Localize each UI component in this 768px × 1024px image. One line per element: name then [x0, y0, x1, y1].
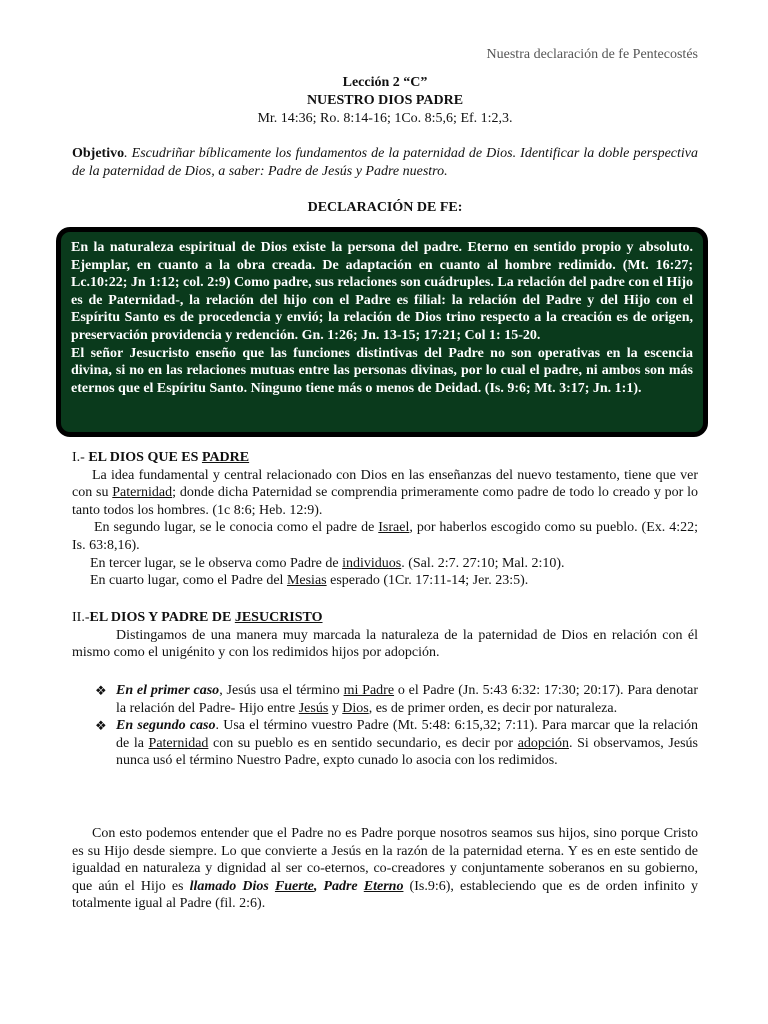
lesson-title-block: [72, 74, 698, 128]
document-header: Nuestra declaración de fe Pentecostés: [486, 47, 698, 62]
declaration-heading: DECLARACIÓN DE FE:: [307, 200, 463, 215]
section-1-paragraph-3: En tercer lugar, se le observa como Padre de individuos. (Sal. 2:7. 27:10; Mal. 2:10).: [90, 555, 565, 571]
objective-label: Objetivo: [72, 146, 125, 161]
section-1: [72, 449, 698, 590]
bullet-diamond-icon: ❖: [95, 683, 107, 698]
lesson-number: Lección 2 “C”: [342, 75, 428, 90]
declaration-paragraph-1: En la naturaleza espiritual de Dios existe la persona del padre. Eterno en sentido propio y absoluto. Ejemplar, en cuanto a la obra creada. De adaptación en cuanto al hombre redimido. (Mt. 16:27; Lc.10:22; Jn 1:12; col. 2:9) Como padre, sus relaciones son cuádruples. La relación del padre con el Hijo es de Paternidad-, la relación del hijo con el Padre es filial: la relación del Padre y del Hijo con el Espíritu Santo es de procedencia y envió; la relación de Dios trino respecto a la creación es de origen, preservación providencia y redención. Gn. 1:26; Jn. 13-15; 17:21; Col 1: 15-20.: [71, 240, 693, 343]
bullet-item-2: ❖ En segundo caso. Usa el término vuestro Padre (Mt. 5:48: 6:15,32; 7:11). Para marcar que la relación de la Paternidad con su pueblo es en sentido secundario, es decir por adopción. Si observamos, Jesús nunca usó el término Nuestro Padre, expto cunado lo asocia con los redimidos.: [95, 718, 699, 769]
section-2-intro: Distingamos de una manera muy marcada la naturaleza de la paternidad de Dios en relación con él mismo como el unigénito y con los redimidos hijos por adopción.: [72, 627, 698, 661]
section-2: [72, 609, 698, 662]
section-2-heading: II.-EL DIOS Y PADRE DE JESUCRISTO: [72, 610, 323, 625]
declaration-box: [56, 227, 708, 437]
section-2-bullets: [95, 682, 698, 770]
objective-paragraph: [72, 145, 698, 181]
objective-text: . Escudriñar bíblicamente los fundamentos de la paternidad de Dios. Identificar la doble perspectiva de la paternidad de Dios, a saber: Padre de Jesús y Padre nuestro.: [72, 146, 698, 179]
lesson-title: NUESTRO DIOS PADRE: [306, 93, 464, 108]
conclusion-paragraph: Con esto podemos entender que el Padre no es Padre porque nosotros seamos sus hijos, sino porque Cristo es su Hijo desde siempre. Lo que convierte a Jesús en la razón de la paternidad eterna. Y es en este sentido de igualdad en naturaleza y dignidad al ser co-eternos, co-creadores y conjuntamente soberanos en su gobierno, que aún el Hijo es llamado Dios Fuerte, Padre Eterno (Is.9:6), estableciendo que es de orden infinito y totalmente igual al Padre (fil. 2:6).: [72, 826, 698, 912]
section-1-paragraph-2: En segundo lugar, se le conocia como el padre de Israel, por haberlos escogido como su pueblo. (Ex. 4:22; Is. 63:8,16).: [72, 520, 698, 553]
bullet-item-1: ❖ En el primer caso, Jesús usa el término mi Padre o el Padre (Jn. 5:43 6:32: 17:30; 20:17). Para denotar la relación del Padre- Hijo entre Jesús y Dios, es de primer orden, es decir por naturaleza.: [95, 683, 699, 716]
section-2-conclusion: [72, 825, 698, 913]
declaration-paragraph-2: El señor Jesucristo enseño que las funciones distintivas del Padre no son operativas en la escencia divina, si no en las relaciones mutuas entre las personas divinas, por lo cual el padre, ni ambos son más eternos que el Espíritu Santo. Ninguno tiene más o menos de Deidad. (Is. 9:6; Mt. 3:17; Jn. 1:1).: [71, 345, 693, 396]
section-1-paragraph-1: La idea fundamental y central relacionado con Dios en las enseñanzas del nuevo testamento, tiene que ver con su Paternidad; donde dicha Paternidad se comprendia primeramente como padre de todo lo creado y por lo tanto todos los hombres. (1c 8:6; Heb. 12:9).: [72, 467, 698, 518]
bullet-diamond-icon: ❖: [95, 718, 107, 734]
section-1-paragraph-4: En cuarto lugar, como el Padre del Mesias esperado (1Cr. 17:11-14; Jer. 23:5).: [90, 573, 529, 589]
lesson-references: Mr. 14:36; Ro. 8:14-16; 1Co. 8:5,6; Ef. 1:2,3.: [257, 111, 513, 126]
section-1-heading: I.- EL DIOS QUE ES PADRE: [72, 450, 250, 465]
